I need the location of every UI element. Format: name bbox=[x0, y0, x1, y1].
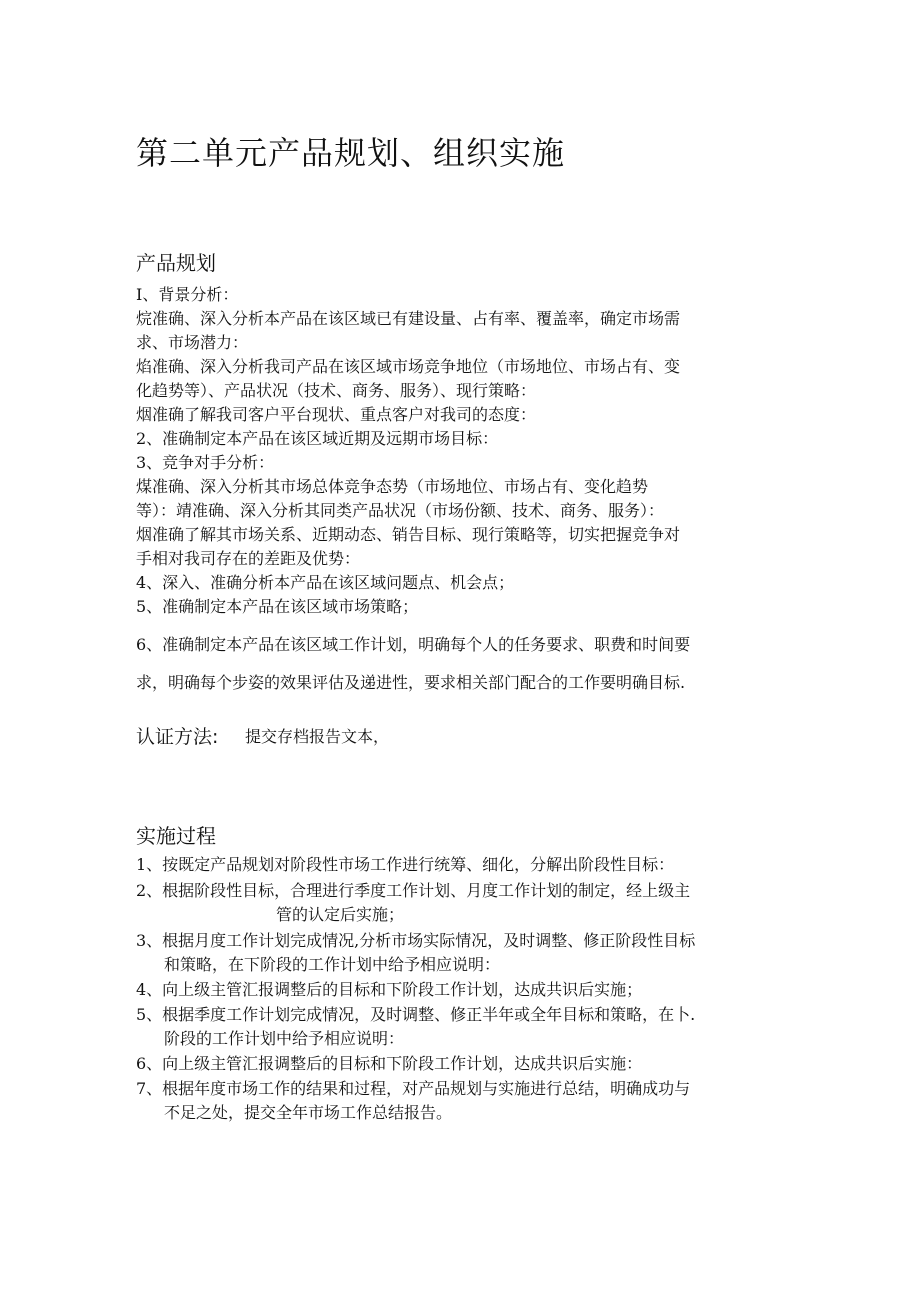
certification-text: 提交存档报告文本， bbox=[245, 727, 390, 746]
planning-line: 求、市场潜力： bbox=[136, 333, 249, 352]
implementation-line: 5、根据季度工作计划完成情况，及时调整、修正半年或全年目标和策略，在卜. bbox=[136, 1005, 696, 1024]
planning-line: 手相对我司存在的差距及优势： bbox=[136, 549, 361, 568]
implementation-line: 阶段的工作计划中给予相应说明： bbox=[164, 1029, 405, 1048]
implementation-line: 6、向上级主管汇报调整后的目标和下阶段工作计划，达成共识后实施： bbox=[136, 1054, 643, 1073]
planning-line: 煤准确、深入分析其市场总体竞争态势（市场地位、市场占有、变化趋势 bbox=[136, 477, 649, 496]
planning-item6-line1: 6、准确制定本产品在该区域工作计划，明确每个人的任务要求、职费和时间要 bbox=[136, 635, 691, 654]
implementation-line: 2、根据阶段性目标，合理进行季度工作计划、月度工作计划的制定，经上级主 bbox=[136, 881, 691, 900]
implementation-line: 和策略，在下阶段的工作计划中给予相应说明： bbox=[164, 955, 501, 974]
implementation-line: 管的认定后实施； bbox=[276, 905, 405, 924]
section-heading-implementation: 实施过程 bbox=[136, 824, 216, 848]
implementation-line: 7、根据年度市场工作的结果和过程，对产品规划与实施进行总结，明确成功与 bbox=[136, 1079, 691, 1098]
planning-line: 2、准确制定本产品在该区域近期及远期市场目标： bbox=[136, 429, 499, 448]
page-title: 第二单元产品规划、组织实施 bbox=[136, 134, 566, 172]
section-heading-planning: 产品规划 bbox=[136, 251, 216, 275]
planning-line: 烟准确了解我司客户平台现状、重点客户对我司的态度： bbox=[136, 405, 537, 424]
planning-line: 化趋势等）、产品状况（技术、商务、服务）、现行策略： bbox=[136, 381, 537, 400]
planning-line: 烷准确、深入分析本产品在该区域已有建设量、占有率、覆盖率，确定市场需 bbox=[136, 309, 681, 328]
planning-line: 等）：靖准确、深入分析其同类产品状况（市场份额、技术、商务、服务）： bbox=[136, 501, 665, 520]
planning-line: 5、准确制定本产品在该区域市场策略； bbox=[136, 597, 419, 616]
planning-item6-line2: 求，明确每个步姿的效果评估及递进性，要求相关部门配合的工作要明确目标. bbox=[136, 673, 686, 692]
implementation-line: 不足之处，提交全年市场工作总结报告。 bbox=[164, 1103, 453, 1122]
planning-line: 焰准确、深入分析我司产品在该区域市场竞争地位（市场地位、市场占有、变 bbox=[136, 357, 681, 376]
planning-line: I、背景分析： bbox=[136, 285, 239, 304]
certification-label: 认证方法: bbox=[136, 726, 219, 748]
implementation-line: 3、根据月度工作计划完成情况,分析市场实际情况，及时调整、修正阶段性目标 bbox=[136, 931, 696, 950]
planning-line: 烟准确了解其市场关系、近期动态、销告目标、现行策略等，切实把握竞争对 bbox=[136, 525, 681, 544]
implementation-line: 1、按既定产品规划对阶段性市场工作进行统筹、细化，分解出阶段性目标： bbox=[136, 855, 675, 874]
planning-line: 3、竞争对手分析： bbox=[136, 453, 275, 472]
planning-line: 4、深入、准确分析本产品在该区域问题点、机会点； bbox=[136, 573, 515, 592]
implementation-line: 4、向上级主管汇报调整后的目标和下阶段工作计划，达成共识后实施； bbox=[136, 980, 643, 999]
